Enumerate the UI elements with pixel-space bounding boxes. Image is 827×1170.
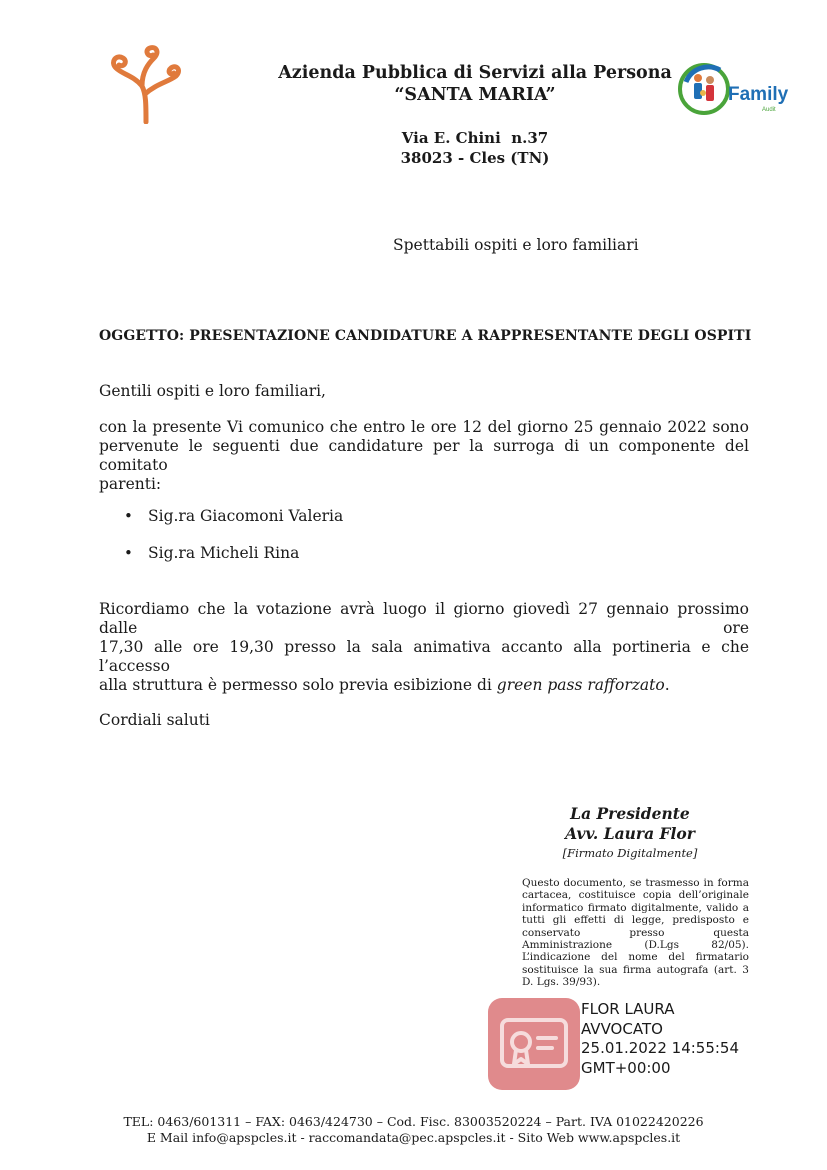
signature-note: [Firmato Digitalmente] <box>562 846 698 860</box>
legal-disclaimer: Questo documento, se trasmesso in forma cartacea, costituisce copia dell’originale informatico firmato digitalmente, valido a tutti gli effetti di legge, predisposto e conservato presso questa Amministrazione (D.Lgs 82/05). L’indicazione del nome del firmatario sostituisce la sua firma autografa (art. 3 D. Lgs. 39/93). <box>522 877 749 989</box>
paragraph-line: Ricordiamo che la votazione avrà luogo il giorno giovedì 27 gennaio prossimo dalle ore <box>99 600 749 637</box>
footer-contacts: TEL: 0463/601311 – FAX: 0463/424730 – Cod. Fisc. 83003520224 – Part. IVA 01022420226 <box>123 1114 704 1129</box>
stamp-line: GMT+00:00 <box>581 1058 671 1077</box>
stamp-line: FLOR LAURA <box>581 1000 675 1018</box>
footer-web: E Mail info@apspcles.it - raccomandata@pec.apspcles.it - Sito Web www.apspcles.it <box>146 1129 681 1145</box>
family-logo-subtext: Audit <box>762 107 776 113</box>
family-audit-logo-icon <box>676 60 794 118</box>
paragraph-line <box>99 676 749 695</box>
signature-block <box>540 804 720 844</box>
paragraph-text: . <box>664 676 670 694</box>
certificate-icon <box>488 998 580 1090</box>
recipient: Spettabili ospiti e loro familiari <box>393 236 639 254</box>
subject: OGGETTO: PRESENTAZIONE CANDIDATURE A RAPPRESENTANTE DEGLI OSPITI <box>99 328 752 344</box>
paragraph-text: alla struttura è permesso solo previa esibizione di <box>99 676 497 694</box>
digital-signature-stamp <box>581 1000 739 1078</box>
signature-title: La Presidente <box>570 804 690 823</box>
stamp-line: AVVOCATO <box>581 1019 663 1038</box>
tree-logo-icon <box>106 42 188 124</box>
paragraph-line: pervenute le seguenti due candidature per la surroga di un componente del comitato <box>99 437 749 474</box>
signature-name: Avv. Laura Flor <box>565 824 695 843</box>
address-line2: 38023 - Cles (TN) <box>400 149 550 167</box>
organization-name-line1: Azienda Pubblica di Servizi alla Persona <box>278 63 672 83</box>
paragraph-line: 17,30 alle ore 19,30 presso la sala animativa accanto alla portineria e che l’accesso <box>99 638 749 675</box>
paragraph-line: con la presente Vi comunico che entro le ore 12 del giorno 25 gennaio 2022 sono <box>99 418 749 436</box>
address-line1: Via E. Chini n.37 <box>401 129 549 147</box>
paragraph-line: parenti: <box>99 475 162 493</box>
list-item: • Sig.ra Giacomoni Valeria <box>124 507 343 526</box>
organization-name <box>255 62 695 106</box>
family-logo-text: Family <box>728 84 789 105</box>
footer <box>60 1114 767 1145</box>
closing: Cordiali saluti <box>99 711 210 729</box>
green-pass-emphasis: green pass rafforzato <box>496 676 665 694</box>
body-paragraph-1 <box>99 418 749 494</box>
stamp-line: 25.01.2022 14:55:54 <box>581 1039 740 1057</box>
candidate-list <box>124 507 343 581</box>
greeting: Gentili ospiti e loro familiari, <box>99 382 326 400</box>
organization-address <box>330 128 620 168</box>
organization-name-line2: “SANTA MARIA” <box>394 85 556 105</box>
list-item: • Sig.ra Micheli Rina <box>124 544 343 563</box>
body-paragraph-2 <box>99 600 749 695</box>
